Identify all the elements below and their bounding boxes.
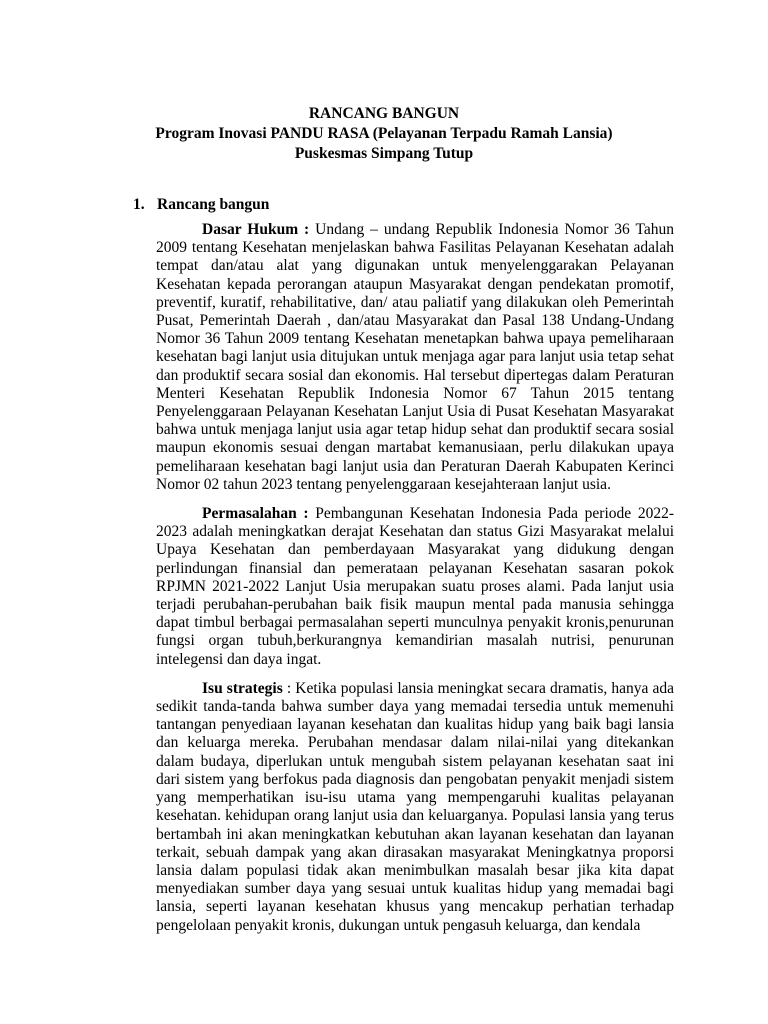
paragraph-dasar-hukum xyxy=(156,221,674,494)
paragraph-isu-strategis xyxy=(156,680,674,935)
document-title xyxy=(0,104,768,164)
paragraph-text: Undang – undang Republik Indonesia Nomor 36 Tahun 2009 tentang Kesehatan menjelaskan bahwa Fasilitas Pelayanan Kesehatan adalah tempat dan/atau alat yang digunakan untuk menyelenggarakan Pelayanan Kesehatan kepada perorangan ataupun Masyarakat dengan pendekatan promotif, preventif, kuratif, rehabilitative, dan/ atau paliatif yang dilakukan oleh Pemerintah Pusat, Pemerintah Daerah , dan/atau Masyarakat dan Pasal 138 Undang-Undang Nomor 36 Tahun 2009 tentang Kesehatan menetapkan bahwa upaya pemeliharaan kesehatan bagi lanjut usia ditujukan untuk menjaga agar para lanjut usia tetap sehat dan produktif secara sosial dan ekonomis. Hal tersebut dipertegas dalam Peraturan Menteri Kesehatan Republik Indonesia Nomor 67 Tahun 2015 tentang Penyelenggaraan Pelayanan Kesehatan Lanjut Usia di Pusat Kesehatan Masyarakat bahwa untuk menjaga lanjut usia agar tetap hidup sehat dan produktif secara sosial maupun ekonomis sesuai dengan martabat kemanusiaan, perlu dilakukan upaya pemeliharaan kesehatan bagi lanjut usia dan Peraturan Daerah Kabupaten Kerinci Nomor 02 tahun 2023 tentang penyelenggaraan kesejahteraan lanjut usia. xyxy=(156,221,674,493)
document-body xyxy=(156,221,674,946)
section-heading-text: Rancang bangun xyxy=(157,196,270,213)
title-line-1: RANCANG BANGUN xyxy=(308,105,460,122)
paragraph-text: Pembangunan Kesehatan Indonesia Pada periode 2022-2023 adalah meningkatkan derajat Kesehatan dan status Gizi Masyarakat melalui Upaya Kesehatan dan pemberdayaan Masyarakat yang didukung dengan perlindungan finansial dan pemerataan pelayanan Kesehatan sasaran pokok RPJMN 2021-2022 Lanjut Usia merupakan suatu proses alami. Pada lanjut usia terjadi perubahan-perubahan baik fisik maupun mental pada manusia sehingga dapat timbul berbagai permasalahan seperti munculnya penyakit kronis,penurunan fungsi organ tubuh,berkurangnya kemandirian masalah nutrisi, penurunan intelegensi dan daya ingat. xyxy=(156,505,674,668)
paragraph-text: : Ketika populasi lansia meningkat secara dramatis, hanya ada sedikit tanda-tanda bahwa sumber daya yang memadai tersedia untuk memenuhi tantangan penyediaan layanan kesehatan dan kualitas hidup yang baik bagi lansia dan keluarga mereka. Perubahan mendasar dalam nilai-nilai yang ditekankan dalam budaya, diperlukan untuk mengubah sistem pelayanan kesehatan saat ini dari sistem yang berfokus pada diagnosis dan pengobatan penyakit menjadi sistem yang memperhatikan isu-isu utama yang mempengaruhi kualitas pelayanan kesehatan. kehidupan orang lanjut usia dan keluarganya. Populasi lansia yang terus bertambah ini akan meningkatkan kebutuhan akan layanan kesehatan dan layanan terkait, sebuah dampak yang akan dirasakan masyarakat Meningkatnya proporsi lansia dalam populasi tidak akan menimbulkan masalah besar jika kita dapat menyediakan sumber daya yang sesuai untuk kualitas hidup yang memadai bagi lansia, seperti layanan kesehatan khusus yang mencakup perhatian terhadap pengelolaan penyakit kronis, dukungan untuk pengasuh keluarga, dan kendala xyxy=(156,679,674,934)
paragraph-label: Dasar Hukum : xyxy=(202,221,310,238)
paragraph-permasalahan xyxy=(156,505,674,669)
title-line-2: Program Inovasi PANDU RASA (Pelayanan Terpadu Ramah Lansia) xyxy=(155,125,613,142)
section-number: 1. xyxy=(133,196,145,213)
title-line-3: Puskesmas Simpang Tutup xyxy=(294,145,474,162)
section-heading xyxy=(133,195,269,215)
paragraph-label: Isu strategis xyxy=(202,679,283,697)
paragraph-label: Permasalahan : xyxy=(202,505,309,523)
